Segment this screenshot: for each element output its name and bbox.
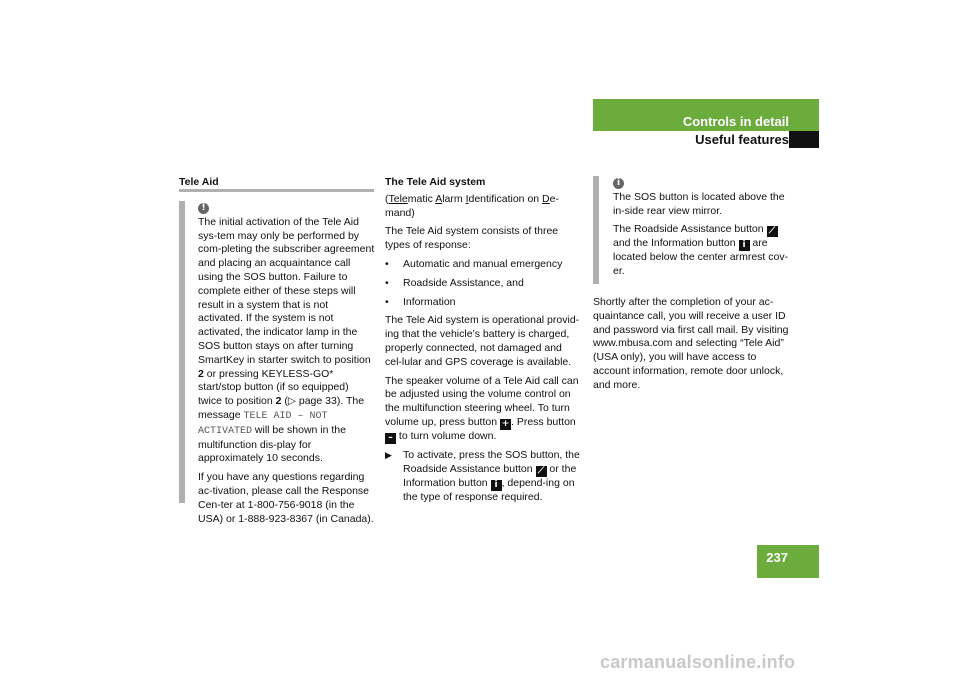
response-types-intro: The Tele Aid system consists of three types of response: — [385, 225, 559, 252]
page-number: 237 — [757, 545, 819, 578]
warning-paragraph-2: If you have any questions regarding ac-tivation, please call the Response Cen-ter at 1-800-756-9018 (in the USA) or 1-888-923-8367 (in Canada). — [198, 471, 374, 525]
account-paragraph: Shortly after the completion of your ac-quaintance call, you will receive a user ID and password via first call mail. By visiting www.mbusa.com and selecting “Tele Aid” (USA only), you will have access to account information, remote door unlock, and more. — [593, 296, 789, 391]
operational-paragraph: The Tele Aid system is operational provid-ing that the vehicle’s battery is charged, properly connected, not damaged and cel-lular and GPS coverage is available. — [385, 314, 580, 368]
information-button-icon: i — [739, 240, 750, 251]
info-icon: i — [613, 178, 624, 189]
display-message: TELE AID – NOT ACTIVATED — [198, 410, 328, 437]
header-black-tab — [789, 131, 819, 148]
acronym-definition: (Telematic Alarm Identification on De-mand) — [385, 192, 559, 219]
section-title-header: Controls in detail — [682, 114, 789, 129]
info-paragraph-2: The Roadside Assistance button ⟋ and the Information button i are located below the center armrest cov-er. — [613, 223, 789, 278]
warning-paragraph-1: The initial activation of the Tele Aid sys-tem may only be performed by com-pleting the subscriber agreement and placing an acquaintance call using the SOS button. Failure to complete either of these steps will result in a system that is not activated. If the system is not activated, the indicator lamp in the SOS button stays on after turning SmartKey in starter switch to position 2 or pressing KEYLESS-GO* start/stop button (if so equipped) twice to position 2 (▷ page 33). The message TELE AID – NOT ACTIVATED will be shown in the multifunction dis-play for approximately 10 seconds. — [198, 215, 375, 465]
bullet-item: • Automatic and manual emergency — [385, 257, 563, 270]
roadside-assistance-icon: ⟋ — [767, 226, 778, 237]
system-heading: The Tele Aid system — [385, 176, 486, 188]
middle-column — [385, 176, 581, 510]
tele-aid-heading: Tele Aid — [179, 176, 219, 188]
step-arrow-icon: ▶ — [385, 449, 392, 460]
information-button-icon: i — [491, 480, 502, 491]
roadside-assistance-icon: ⟋ — [536, 466, 547, 477]
info-paragraph-1: The SOS button is located above the in-side rear view mirror. — [613, 190, 785, 217]
heading-rule — [179, 189, 374, 192]
volume-up-icon: + — [501, 418, 510, 429]
subsection-label: Useful features — [695, 132, 789, 147]
bullet-item: • Roadside Assistance, and — [385, 276, 524, 289]
watermark: carmanualsonline.info — [600, 652, 796, 672]
volume-paragraph: The speaker volume of a Tele Aid call can be adjusted using the volume control on the multifunction steering wheel. To turn volume up, press button + . Press button – to turn volume down. — [385, 374, 579, 443]
activation-step: ▶ To activate, press the SOS button, the Roadside Assistance button ⟋ or the Information button i , depend-ing on the type of response required. — [385, 448, 580, 503]
bullet-item: • Information — [385, 295, 456, 308]
warning-note — [179, 201, 375, 525]
info-note — [593, 176, 789, 284]
chapter-header — [593, 99, 819, 148]
warning-icon: ! — [198, 203, 209, 214]
subsection-title-header — [593, 131, 789, 148]
volume-down-icon: – — [385, 433, 396, 444]
